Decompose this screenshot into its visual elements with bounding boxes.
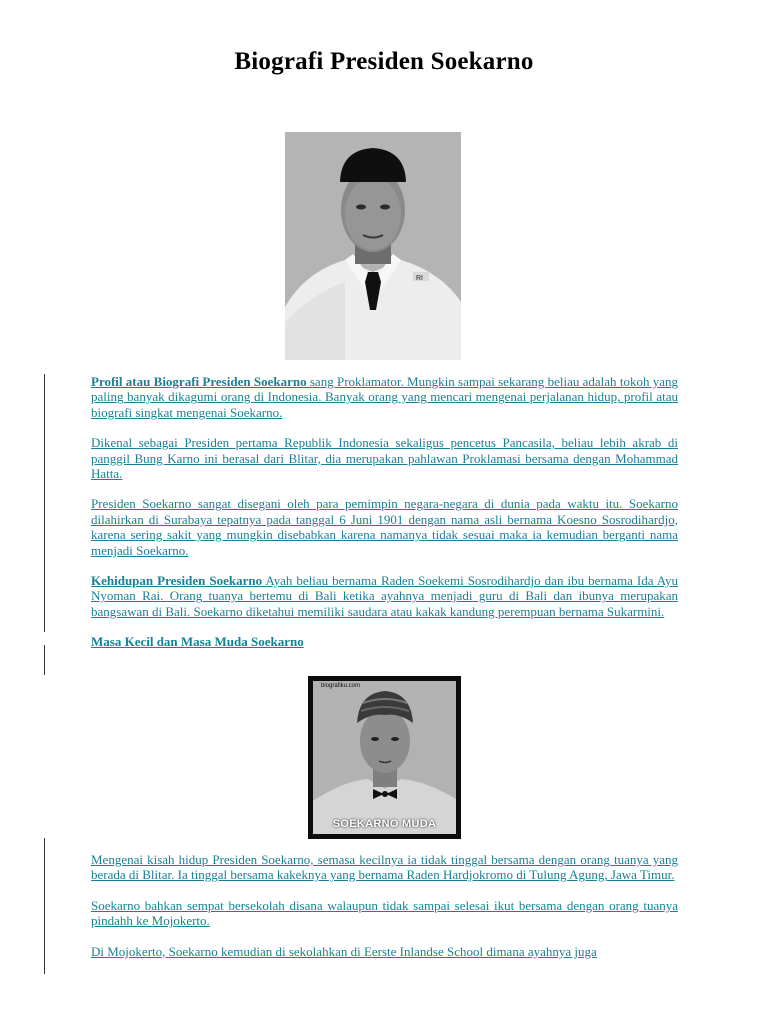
life-heading[interactable]: Kehidupan Presiden Soekarno [91,573,263,589]
page-title: Biografi Presiden Soekarno [234,48,534,75]
soekarno-portrait-photo [285,132,461,360]
photo-watermark: biografiku.com [321,683,361,689]
young-soekarno-photo [308,676,461,839]
margin-bar [44,838,45,974]
paragraph-7[interactable]: Di Mojokerto, Soekarno kemudian di sekolahkan di Eerste Inlandse School dimana ayahnya juga [91,943,597,959]
intro-text[interactable]: sang Proklamator. Mungkin sampai sekarang beliau adalah tokoh yang paling banyak dikagumi orang di Indonesia. Banyak orang yang mencari mengenai perjalanan hidup, profil atau biografi singkat mengenai Soekarno. [91,374,678,420]
uniform-badge: RI [416,275,423,282]
life-paragraph[interactable] [91,573,678,619]
biography-text-block [91,374,678,650]
portrait-illustration [285,132,461,360]
young-photo-frame [313,681,456,834]
paragraph-6[interactable]: Soekarno bahkan sempat bersekolah disana walaupun tidak sampai selesai ikut bersama dengan orang tuanya pindahh ke Mojokerto. [91,897,678,929]
intro-paragraph[interactable] [91,374,678,420]
paragraph-3[interactable]: Presiden Soekarno sangat disegani oleh para pemimpin negara-negara di dunia pada waktu itu. Soekarno dilahirkan di Surabaya tepatnya pada tanggal 6 Juni 1901 dengan nama asli bernama Koesno Sosrodihardjo, karena sering sakit yang mungkin disebabkan karena namanya tidak sesuai maka ia kemudian berganti nama menjadi Soekarno. [91,496,678,558]
photo-caption: SOEKARNO MUDA [332,818,437,830]
life-text[interactable]: Ayah beliau bernama Raden Soekemi Sosrodihardjo dan ibu bernama Ida Ayu Nyoman Rai. Orang tuanya bertemu di Bali ketika ayahnya menjadi guru di Bali dan ibunya merupakan bangsawan di Bali. Soekarno diketahui memiliki saudara atau kakak kandung perempuan bernama Sukarmini. [91,573,678,619]
biography-text-block-2 [91,852,678,959]
youth-heading[interactable]: Masa Kecil dan Masa Muda Soekarno [91,634,304,650]
intro-heading[interactable]: Profil atau Biografi Presiden Soekarno [91,374,307,389]
margin-bar [44,645,45,675]
young-portrait-illustration [313,681,456,834]
paragraph-2[interactable]: Dikenal sebagai Presiden pertama Republik Indonesia sekaligus pencetus Pancasila, beliau lebih akrab di panggil Bung Karno ini berasal dari Blitar, dia merupakan pahlawan Proklamasi bersama dengan Mohammad Hatta. [91,435,678,482]
paragraph-5[interactable]: Mengenai kisah hidup Presiden Soekarno, semasa kecilnya ia tidak tinggal bersama dengan orang tuanya yang berada di Blitar. Ia tinggal bersama kakeknya yang bernama Raden Hardjokromo di Tulung Agung, Jawa Timur. [91,852,678,883]
margin-bar [44,374,45,632]
